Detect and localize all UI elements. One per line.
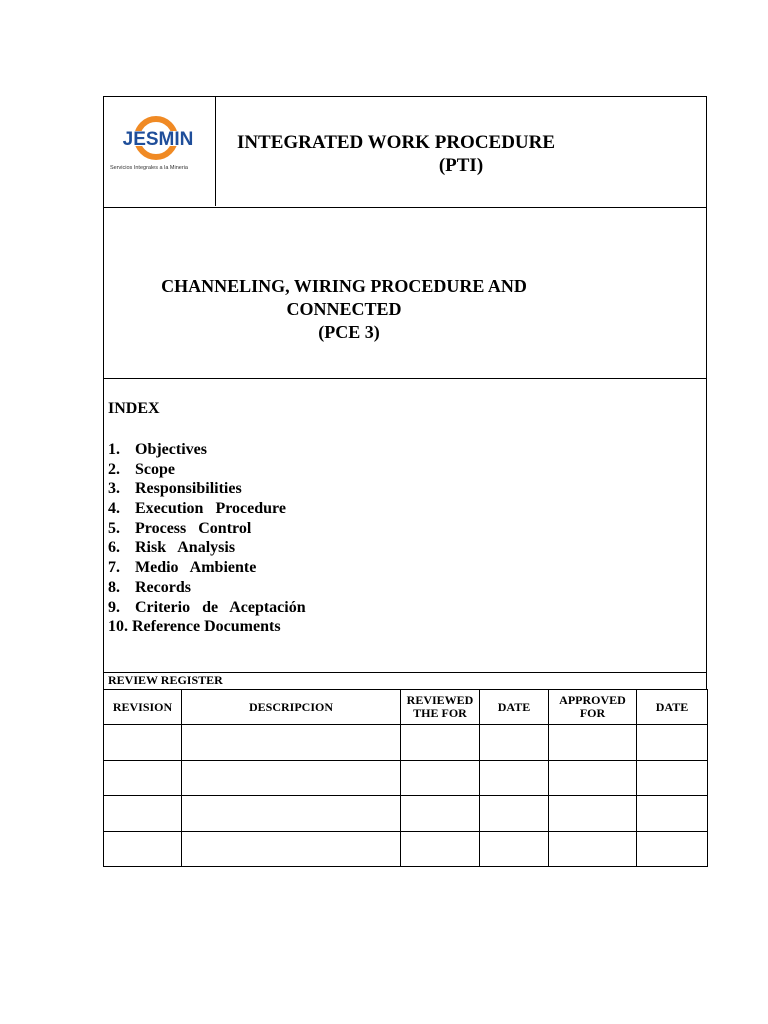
index-heading: INDEX [108,400,160,417]
column-header-date: DATE [480,690,549,725]
index-item: 4. Execution Procedure [108,500,286,518]
table-cell [549,796,637,832]
index-item: 3. Responsibilities [108,480,242,498]
table-cell [637,725,708,761]
table-cell [182,831,401,867]
table-cell [182,760,401,796]
header-title-line1: INTEGRATED WORK PROCEDURE [236,132,556,153]
review-register-label: REVIEW REGISTER [103,673,707,689]
index-item-label: Risk Analysis [135,539,236,557]
table-cell [401,725,480,761]
index-item: 7. Medio Ambiente [108,559,257,577]
column-header-date-approved: DATE [637,690,708,725]
table-cell [401,831,480,867]
index-block [103,378,707,673]
table-cell [480,831,549,867]
logo-tagline: Servicios Integrales a la Mineria [110,165,188,171]
index-item: 1. Objectives [108,441,207,458]
table-cell [549,831,637,867]
column-header-reviewed-for: REVIEWED THE FOR [401,690,480,725]
index-item-label: Medio Ambiente [135,559,257,577]
header-title [216,131,646,177]
index-item: 5. Process Control [108,519,252,537]
table-cell [182,725,401,761]
index-item: 6. Risk Analysis [108,539,236,557]
table-row [104,760,708,796]
review-register-table [103,689,708,867]
index-item-label: Scope [135,460,175,478]
document-title-block [103,206,707,379]
table-cell [104,760,182,796]
table-row [104,725,708,761]
index-item-label: Responsibilities [135,480,242,498]
table-cell [401,796,480,832]
document-header [103,96,707,208]
table-cell [480,725,549,761]
table-header-row [104,690,708,725]
table-cell [480,760,549,796]
index-item: 10. Reference Documents [108,618,281,636]
document-code: (PCE 3) [318,322,380,342]
index-item-label: Objectives [135,441,207,458]
document-title [144,275,664,344]
table-cell [104,725,182,761]
document-title-line2: CONNECTED [286,299,402,319]
column-header-descripcion: DESCRIPCION [182,690,401,725]
column-header-revision: REVISION [104,690,182,725]
table-cell [182,796,401,832]
index-item: 2. Scope [108,460,175,478]
index-item: 8. Records [108,578,191,596]
header-title-line2: (PTI) [438,155,484,176]
index-list [108,440,306,637]
index-item-label: Reference Documents [132,618,281,636]
table-cell [401,760,480,796]
index-item-label: Execution Procedure [135,500,286,518]
table-row [104,796,708,832]
logo-wordmark: JESMIN [122,129,194,150]
column-header-approved-for: APPROVED FOR [549,690,637,725]
index-item-label: Records [135,578,191,596]
index-item: 9. Criterio de Aceptación [108,598,306,616]
table-cell [637,796,708,832]
table-cell [480,796,549,832]
table-cell [549,760,637,796]
table-row [104,831,708,867]
table-cell [549,725,637,761]
document-title-line1: CHANNELING, WIRING PROCEDURE AND [161,276,527,296]
table-cell [104,831,182,867]
table-cell [104,796,182,832]
table-cell [637,760,708,796]
index-item-label: Criterio de Aceptación [135,598,306,616]
index-item-label: Process Control [135,519,252,537]
table-cell [637,831,708,867]
